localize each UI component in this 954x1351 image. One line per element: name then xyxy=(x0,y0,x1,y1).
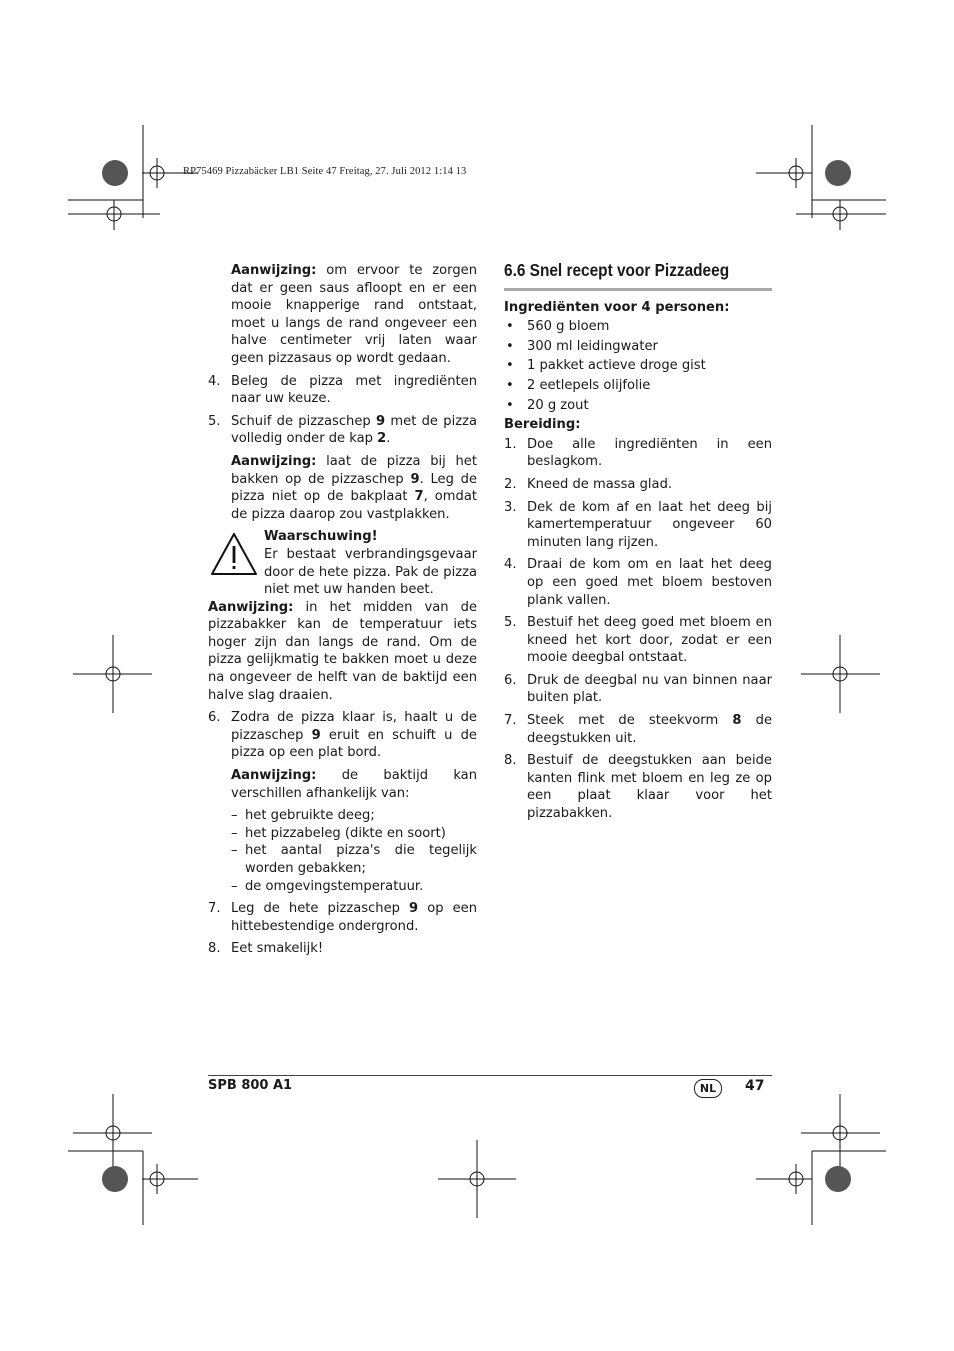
language-badge: NL xyxy=(694,1079,722,1098)
registration-mark-icon xyxy=(756,1094,886,1225)
list-item: 8. Bestuif de deegstukken aan beide kanten flink met bloem en leg ze op een plaat klaar voor het pizzabakken. xyxy=(504,753,772,822)
warning-triangle-icon xyxy=(210,532,258,576)
list-item: 4. Beleg de pizza met ingrediënten naar uw keuze. xyxy=(208,373,477,407)
dash-list xyxy=(208,807,477,895)
list-item: 1. Doe alle ingrediënten in een beslagkom. xyxy=(504,436,772,470)
left-column xyxy=(208,262,477,958)
list-item: 5. Schuif de pizzaschep 9 met de pizza volledig onder de kap 2. xyxy=(208,413,477,447)
list-item: 4. Draai de kom om en laat het deeg op een goed met bloem bestoven plank vallen. xyxy=(504,557,772,608)
list-item: 7. Steek met de steekvorm 8 de deegstukken uit. xyxy=(504,713,772,746)
list-item: 7. Leg de hete pizzaschep 9 op een hittebestendige ondergrond. xyxy=(208,901,477,934)
list-item: – het aantal pizza's die tegelijk worden gebakken; xyxy=(231,843,477,876)
list-item: 6. Zodra de pizza klaar is, haalt u de pizzaschep 9 eruit en schuift u de pizza op een plat bord. xyxy=(208,710,477,761)
right-column xyxy=(504,262,772,823)
note-paragraph: Aanwijzing: de baktijd kan verschillen afhankelijk van: xyxy=(231,768,477,801)
warning-block xyxy=(208,528,477,598)
registration-mark-icon xyxy=(73,635,152,713)
list-item: • 20 g zout xyxy=(506,397,589,413)
registration-mark-icon xyxy=(68,125,198,230)
warning-text: Er bestaat verbrandingsgevaar door de hete pizza. Pak de pizza niet met uw handen beet. xyxy=(264,546,477,598)
registration-mark-icon xyxy=(68,1094,198,1225)
ingredients-list xyxy=(504,318,772,414)
warning-title: Waarschuwing! xyxy=(264,529,378,545)
ingredients-label: Ingrediënten voor 4 personen: xyxy=(504,299,730,315)
list-item: – de omgevingstemperatuur. xyxy=(231,878,424,894)
footer-divider xyxy=(208,1075,772,1076)
page-number: 47 xyxy=(745,1078,765,1094)
preparation-steps xyxy=(504,436,772,823)
registration-mark-icon xyxy=(756,125,886,230)
note-paragraph: Aanwijzing: laat de pizza bij het bakken op de pizzaschep 9. Leg de pizza niet op de bakplaat 7, omdat de pizza daarop zou vastplakken. xyxy=(231,453,477,522)
preparation-label: Bereiding: xyxy=(504,417,581,433)
list-item: – het gebruikte deeg; xyxy=(231,808,375,824)
registration-mark-icon xyxy=(438,1140,516,1218)
list-item: • 300 ml leidingwater xyxy=(506,338,658,354)
list-item: 6. Druk de deegbal nu van binnen naar buiten plat. xyxy=(504,672,772,706)
registration-mark-icon xyxy=(801,635,880,713)
list-item: 2. Kneed de massa glad. xyxy=(504,476,673,492)
list-item: 3. Dek de kom af en laat het deeg bij kamertemperatuur ongeveer 60 minuten lang rijzen. xyxy=(504,499,772,550)
print-slug: RP75469 Pizzabäcker LB1 Seite 47 Freitag, 27. Juli 2012 1:14 13 xyxy=(183,166,467,177)
section-heading: 6.6 Snel recept voor Pizzadeeg xyxy=(504,260,730,280)
list-item: 5. Bestuif het deeg goed met bloem en kneed het kort door, zodat er een mooie deegbal ontstaat. xyxy=(504,615,772,666)
list-item: 8. Eet smakelijk! xyxy=(208,941,324,957)
list-item: • 560 g bloem xyxy=(506,319,610,335)
model-number: SPB 800 A1 xyxy=(208,1078,293,1093)
note-paragraph: Aanwijzing: in het midden van de pizzabakker kan de temperatuur iets hoger zijn dan langs de rand. Om de pizza gelijkmatig te bakken moet u deze na ongeveer de helft van de baktijd een halve slag draaien. xyxy=(208,599,477,703)
note-paragraph: Aanwijzing: om ervoor te zorgen dat er geen saus afloopt en er een mooie knapperige rand ontstaat, moet u langs de rand ongeveer een halve centimeter vrij laten waar geen pizzasaus op wordt gedaan. xyxy=(231,263,477,366)
list-item: • 2 eetlepels olijfolie xyxy=(506,377,651,393)
list-item: • 1 pakket actieve droge gist xyxy=(506,358,706,374)
heading-divider xyxy=(504,288,772,291)
list-item: – het pizzabeleg (dikte en soort) xyxy=(231,825,446,841)
